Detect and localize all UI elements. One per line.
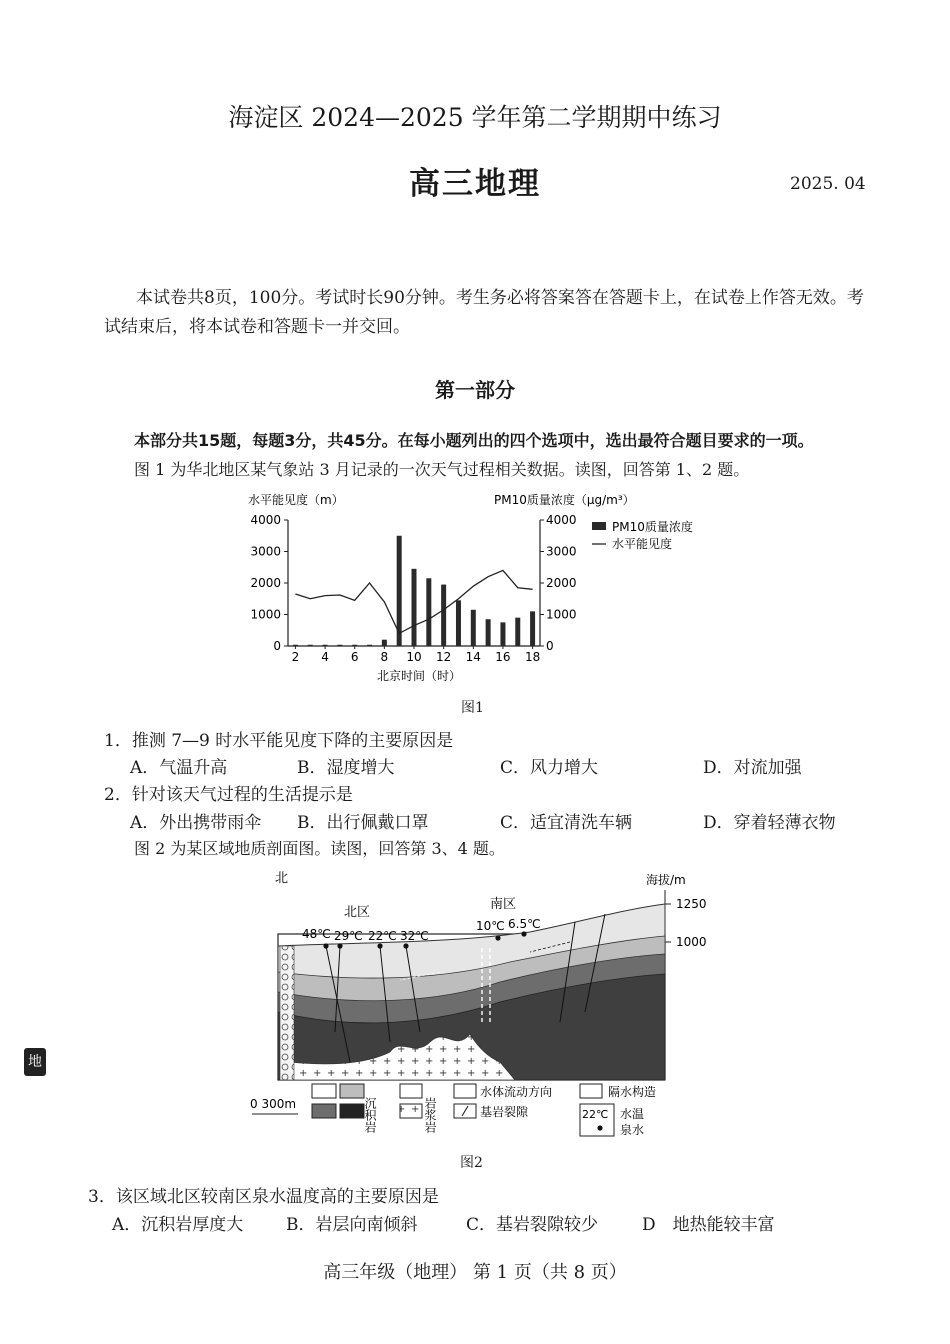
legend-magma-label: 岩浆岩 <box>423 1097 437 1133</box>
part-instruction: 本部分共15题，每题3分，共45分。在每小题列出的四个选项中，选出最符合题目要求的一项。 <box>134 431 814 450</box>
side-tab: 地 <box>24 1048 46 1076</box>
x-tick-label: 10 <box>406 650 422 664</box>
q2-stem: 2．针对该天气过程的生活提示是 <box>104 785 353 805</box>
y-tick-label-right: 1000 <box>546 607 577 622</box>
q3-option-a[interactable]: A．沉积岩厚度大 <box>112 1215 244 1235</box>
pm10-bar <box>323 645 328 646</box>
exam-title: 海淀区 2024—2025 学年第二学期期中练习 <box>228 103 722 132</box>
xlabel: 北京时间（时） <box>377 669 462 683</box>
figure1-lead: 图 1 为华北地区某气象站 3 月记录的一次天气过程相关数据。读图，回答第 1、2 题。 <box>134 460 750 479</box>
y-tick-label-left: 2000 <box>250 576 281 590</box>
q1-option-c[interactable]: C．风力增大 <box>500 758 599 778</box>
spring-temp-32: 32℃ <box>400 929 429 943</box>
figure2-lead: 图 2 为某区域地质剖面图。读图，回答第 3、4 题。 <box>134 839 505 858</box>
pm10-bar <box>515 618 520 646</box>
north-label: 北 <box>275 871 289 886</box>
q2-option-a[interactable]: A．外出携带雨伞 <box>130 813 262 833</box>
legend-sed-label: 沉积岩 <box>363 1097 377 1133</box>
conglomerate-column <box>280 946 294 1080</box>
y-tick-label-left: 3000 <box>250 544 281 559</box>
y-tick-label-right: 2000 <box>546 576 577 590</box>
legend-bar-swatch <box>592 522 606 530</box>
pm10-bar <box>486 619 491 646</box>
x-tick-label: 2 <box>291 650 300 664</box>
y-tick-label-left: 0 <box>273 639 281 653</box>
q2-option-d[interactable]: D．穿着轻薄衣物 <box>703 813 836 833</box>
figure1-caption: 图1 <box>461 700 484 716</box>
pm10-bar <box>308 645 313 646</box>
legend-sed-3 <box>312 1104 336 1118</box>
x-tick-label: 6 <box>350 650 359 664</box>
pm10-bar <box>293 645 298 646</box>
ylabel-left: 水平能见度（m） <box>248 493 344 507</box>
legend-barrier-label: 隔水构造 <box>608 1085 657 1099</box>
legend-sed-2 <box>340 1084 364 1098</box>
pm10-bar <box>367 645 372 646</box>
y-tick-label-right: 4000 <box>546 513 577 527</box>
legend-spring-temp: 22℃ <box>582 1108 609 1121</box>
y-tick-label-left: 1000 <box>250 607 281 622</box>
pm10-bar <box>471 610 476 646</box>
y-tick-label-right: 3000 <box>546 544 577 559</box>
x-tick-label: 18 <box>524 650 541 664</box>
north-zone-label: 北区 <box>344 905 371 920</box>
q3-option-b[interactable]: B．岩层向南倾斜 <box>286 1215 418 1235</box>
spring-dot-4 <box>403 943 408 948</box>
legend-spring-dot <box>597 1125 602 1130</box>
legend-bar-label: PM10质量浓度 <box>612 520 693 534</box>
elev-1000: 1000 <box>676 935 707 949</box>
pm10-bar <box>500 622 505 646</box>
page-footer: 高三年级（地理） 第 1 页（共 8 页） <box>323 1262 627 1283</box>
spring-temp-6-5: 6.5℃ <box>508 917 541 931</box>
exam-intro: 本试卷共8页，100分。考试时长90分钟。考生务必将答案答在答题卡上，在试卷上作答无效。考试结束后，将本试卷和答题卡一并交回。 <box>104 288 864 337</box>
legend-barrier-box <box>580 1084 602 1098</box>
part-title: 第一部分 <box>435 378 515 402</box>
pm10-bar <box>441 585 446 646</box>
q2-option-b[interactable]: B．出行佩戴口罩 <box>297 813 429 833</box>
figure2-diagram <box>240 862 710 1142</box>
pm10-bar <box>530 611 535 646</box>
exam-date: 2025. 04 <box>790 174 866 194</box>
spring-dot-5 <box>495 935 500 940</box>
q3-option-c[interactable]: C．基岩裂隙较少 <box>466 1215 599 1235</box>
spring-temp-29: 29℃ <box>334 929 363 943</box>
pm10-bar <box>456 600 461 646</box>
pm10-bar <box>426 578 431 646</box>
q1-option-d[interactable]: D．对流加强 <box>703 758 802 778</box>
spring-dot-6 <box>521 931 526 936</box>
spring-dot-2 <box>337 943 342 948</box>
legend-magma-1 <box>400 1084 422 1098</box>
q3-stem: 3．该区域北区较南区泉水温度高的主要原因是 <box>88 1187 439 1207</box>
elev-1250: 1250 <box>676 897 707 911</box>
legend-sed-4 <box>340 1104 364 1118</box>
q3-option-d[interactable]: D 地热能较丰富 <box>642 1215 775 1235</box>
scale-label: 0 300m <box>250 1097 297 1111</box>
spring-temp-10: 10℃ <box>476 919 505 933</box>
legend-crack-label: 基岩裂隙 <box>480 1105 529 1119</box>
south-zone-label: 南区 <box>490 897 517 912</box>
x-tick-label: 8 <box>380 650 389 664</box>
pm10-bar <box>337 645 342 646</box>
pm10-bar <box>382 640 387 646</box>
x-tick-label: 4 <box>321 650 329 664</box>
legend-flow-label: 水体流动方向 <box>480 1085 553 1099</box>
pm10-bar <box>352 645 357 646</box>
q1-stem: 1．推测 7—9 时水平能见度下降的主要原因是 <box>104 731 454 751</box>
legend-line-label: 水平能见度 <box>612 537 673 551</box>
y-tick-label-left: 4000 <box>250 513 281 527</box>
q1-option-a[interactable]: A．气温升高 <box>130 758 228 778</box>
chart-bars <box>293 536 535 646</box>
legend-sed-1 <box>312 1084 336 1098</box>
legend-spring-label2: 泉水 <box>620 1123 645 1137</box>
q2-option-c[interactable]: C．适宜清洗车辆 <box>500 813 633 833</box>
spring-dot-3 <box>377 943 382 948</box>
pm10-bar <box>412 569 417 646</box>
elevation-label: 海拔/m <box>646 873 686 887</box>
figure2-caption: 图2 <box>460 1155 483 1171</box>
spring-temp-22: 22℃ <box>368 929 397 943</box>
q1-option-b[interactable]: B．湿度增大 <box>297 758 395 778</box>
legend-magma-2 <box>400 1104 422 1118</box>
legend-spring-label1: 水温 <box>620 1107 645 1121</box>
subject-title: 高三地理 <box>409 166 541 202</box>
x-tick-label: 12 <box>436 650 452 664</box>
ylabel-right: PM10质量浓度（μg/m³） <box>494 493 635 507</box>
x-tick-label: 16 <box>495 650 511 664</box>
spring-temp-48: 48℃ <box>302 927 331 941</box>
y-tick-label-right: 0 <box>546 639 554 653</box>
figure1-chart <box>240 486 720 686</box>
spring-dot-1 <box>323 943 328 948</box>
legend-flow-box <box>454 1084 476 1098</box>
x-tick-label: 14 <box>465 650 481 664</box>
